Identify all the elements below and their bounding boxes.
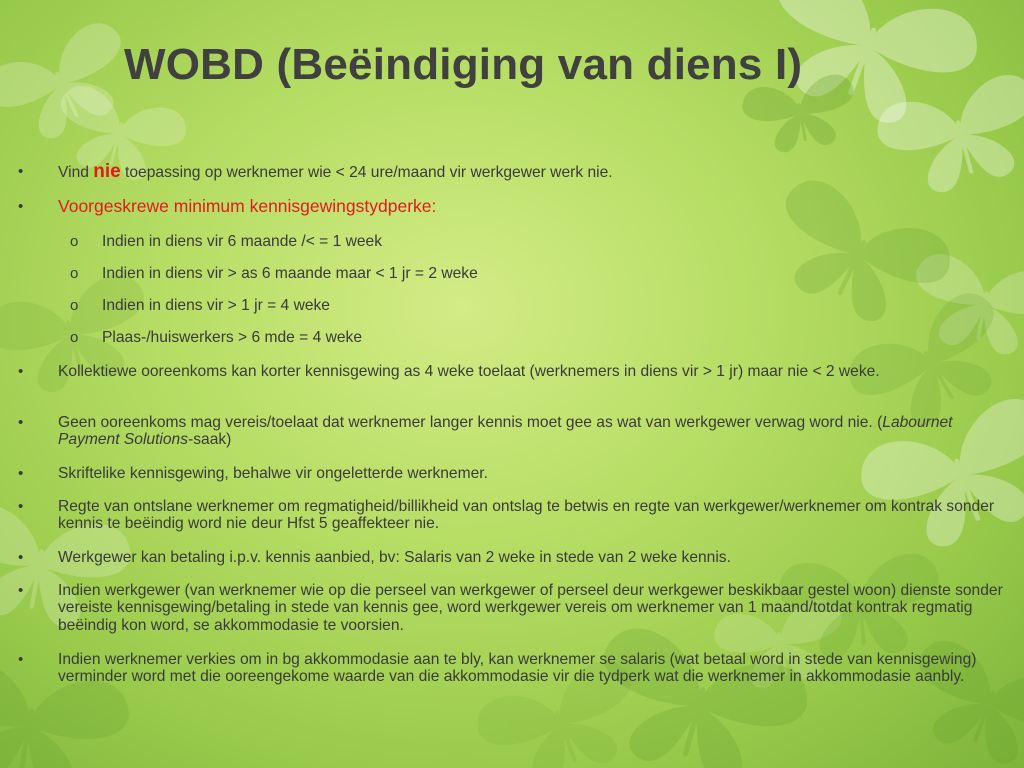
sub-bullet-icon: o — [70, 297, 79, 314]
sub-bullet-text: Plaas-/huiswerkers > 6 mde = 4 weke — [102, 329, 363, 346]
sub-bullet-item — [70, 329, 1002, 346]
bullet-item-accommodation — [18, 582, 1014, 634]
bullet-icon: • — [18, 465, 24, 482]
bullet-icon: • — [18, 549, 24, 566]
bullet-item-salary-reduction — [18, 651, 1014, 686]
bullet-text: Indien werknemer verkies om in bg akkommodasie aan te bly, kan werknemer se salaris (wat betaal word in stede van kennisgewing) verminder word met die ooreengekome waarde van die akkommodasie vir die tydperk wat die werknemer in akkommodasie aanbly. — [58, 651, 977, 686]
bullet-text: Kollektiewe ooreenkoms kan korter kennisgewing as 4 weke toelaat (werknemers in diens vir > 1 jr) maar nie < 2 weke. — [58, 363, 880, 380]
case-name: Labournet Payment Solutions — [58, 414, 953, 449]
sub-bullet-item — [70, 265, 1002, 282]
sub-bullet-text: Indien in diens vir > as 6 maande maar < 1 jr = 2 weke — [102, 265, 478, 282]
bullet-text: Werkgewer kan betaling i.p.v. kennis aanbied, bv: Salaris van 2 weke in stede van 2 weke kennis. — [58, 549, 731, 566]
bullet-item-payment-in-lieu — [18, 549, 1014, 566]
bullet-item-written-notice — [18, 465, 1014, 482]
sub-bullet-icon: o — [70, 329, 79, 346]
bullet-icon: • — [18, 651, 24, 668]
bullet-icon: • — [18, 582, 24, 599]
sub-bullet-item — [70, 297, 1002, 314]
bullet-icon: • — [18, 498, 24, 515]
bullet-icon: • — [18, 414, 24, 431]
bullet-text: Voorgeskrewe minimum kennisgewingstydperke: — [58, 196, 437, 216]
bullet-icon: • — [18, 163, 24, 180]
sub-bullet-icon: o — [70, 233, 79, 250]
bullet-item-notice-periods — [18, 196, 1014, 216]
sub-bullet-item — [70, 233, 1002, 250]
slide-title: WOBD (Beëindiging van diens I) — [124, 40, 803, 89]
bullet-text-post: toepassing op werknemer wie < 24 ure/maand vir werkgewer werk nie. — [120, 164, 613, 181]
bullet-item-no-agreement — [18, 414, 1014, 449]
bullet-item-not-applicable — [18, 161, 1014, 182]
bullet-text: Skriftelike kennisgewing, behalwe vir ongeletterde werknemer. — [58, 465, 488, 482]
sub-bullet-text: Indien in diens vir > 1 jr = 4 weke — [102, 297, 330, 314]
bullet-text-emphasis: nie — [93, 161, 121, 182]
bullet-text-post: -saak) — [188, 431, 232, 449]
bullet-icon: • — [18, 198, 24, 215]
bullet-icon: • — [18, 363, 24, 380]
bullet-item-dismissal-rights — [18, 498, 1014, 533]
bullet-text: Indien werkgewer (van werknemer wie op die perseel van werkgewer of perseel deur werkgewer beskikbaar gestel woon) dienste sonder vereiste kennisgewing/betaling in stede van kennis gee, word werkgewer vereis om werknemer van 1 maand/totdat kontrak regmatig beëindig kon word, se akkommodasie te voorsien. — [58, 582, 1003, 634]
bullet-text-pre: Geen ooreenkoms mag vereis/toelaat dat werknemer langer kennis moet gee as wat van werkgewer verwag word nie. ( — [58, 414, 883, 431]
bullet-text: Regte van ontslane werknemer om regmatigheid/billikheid van ontslag te betwis en regte van werkgewer/werknemer om kontrak sonder kennis te beëindig word nie deur Hfst 5 geaffekteer nie. — [58, 498, 995, 533]
sub-bullet-text: Indien in diens vir 6 maande /< = 1 week — [102, 233, 382, 250]
bullet-text-pre: Vind — [58, 164, 94, 181]
bullet-item-collective-agreement — [18, 363, 1014, 380]
sub-bullet-icon: o — [70, 265, 79, 282]
